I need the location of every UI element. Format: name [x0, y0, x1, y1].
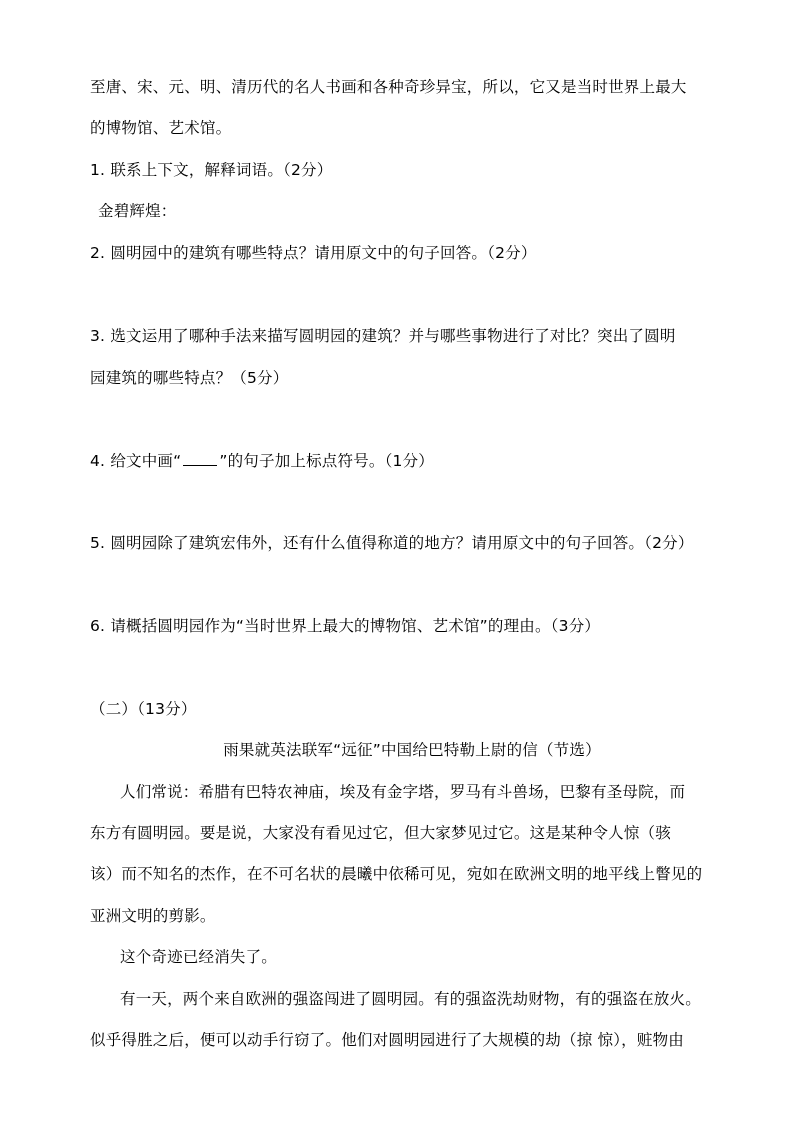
question-6: 6. 请概括圆明园作为“当时世界上最大的博物馆、艺术馆”的理由。（3分） — [90, 617, 601, 635]
passage-line: 至唐、宋、元、明、清历代的名人书画和各种奇珍异宝，所以，它又是当时世界上最大 — [90, 78, 687, 96]
question-3-line: 园建筑的哪些特点？（5分） — [90, 369, 289, 387]
passage-line: 的博物馆、艺术馆。 — [90, 119, 232, 137]
article-paragraph-line: 亚洲文明的剪影。 — [90, 907, 216, 925]
article-paragraph-line: 该）而不知名的杰作，在不可名状的晨曦中依稀可见，宛如在欧洲文明的地平线上瞥见的 — [90, 865, 703, 883]
question-5: 5. 圆明园除了建筑宏伟外，还有什么值得称道的地方？请用原文中的句子回答。（2分） — [90, 534, 694, 552]
section-heading: （二）（13分） — [90, 700, 197, 718]
underline-blank — [183, 451, 217, 466]
question-4-text-before: 4. 给文中画“ — [90, 452, 182, 470]
question-4-text-after: ”的句子加上标点符号。（1分） — [219, 452, 435, 470]
article-paragraph-line: 东方有圆明园。要是说，大家没有看见过它，但大家梦见过它。这是某种令人惊（骇 — [90, 824, 671, 842]
question-4 — [90, 451, 434, 471]
question-2: 2. 圆明园中的建筑有哪些特点？请用原文中的句子回答。（2分） — [90, 244, 537, 262]
article-paragraph-line: 这个奇迹已经消失了。 — [120, 948, 278, 966]
article-title-text: 雨果就英法联军“远征”中国给巴特勒上尉的信（节选） — [223, 741, 601, 759]
question-1-term: 金碧辉煌： — [98, 202, 177, 220]
article-paragraph-line: 人们常说：希腊有巴特农神庙，埃及有金字塔，罗马有斗兽场，巴黎有圣母院，而 — [120, 783, 686, 801]
question-1: 1. 联系上下文，解释词语。（2分） — [90, 161, 333, 179]
article-title — [0, 740, 794, 760]
question-3-line: 3. 选文运用了哪种手法来描写圆明园的建筑？并与哪些事物进行了对比？突出了圆明 — [90, 327, 676, 345]
article-paragraph-line: 有一天，两个来自欧洲的强盗闯进了圆明园。有的强盗洗劫财物，有的强盗在放火。 — [120, 990, 701, 1008]
article-paragraph-line: 似乎得胜之后，便可以动手行窃了。他们对圆明园进行了大规模的劫（掠 惊），赃物由 — [90, 1031, 684, 1049]
